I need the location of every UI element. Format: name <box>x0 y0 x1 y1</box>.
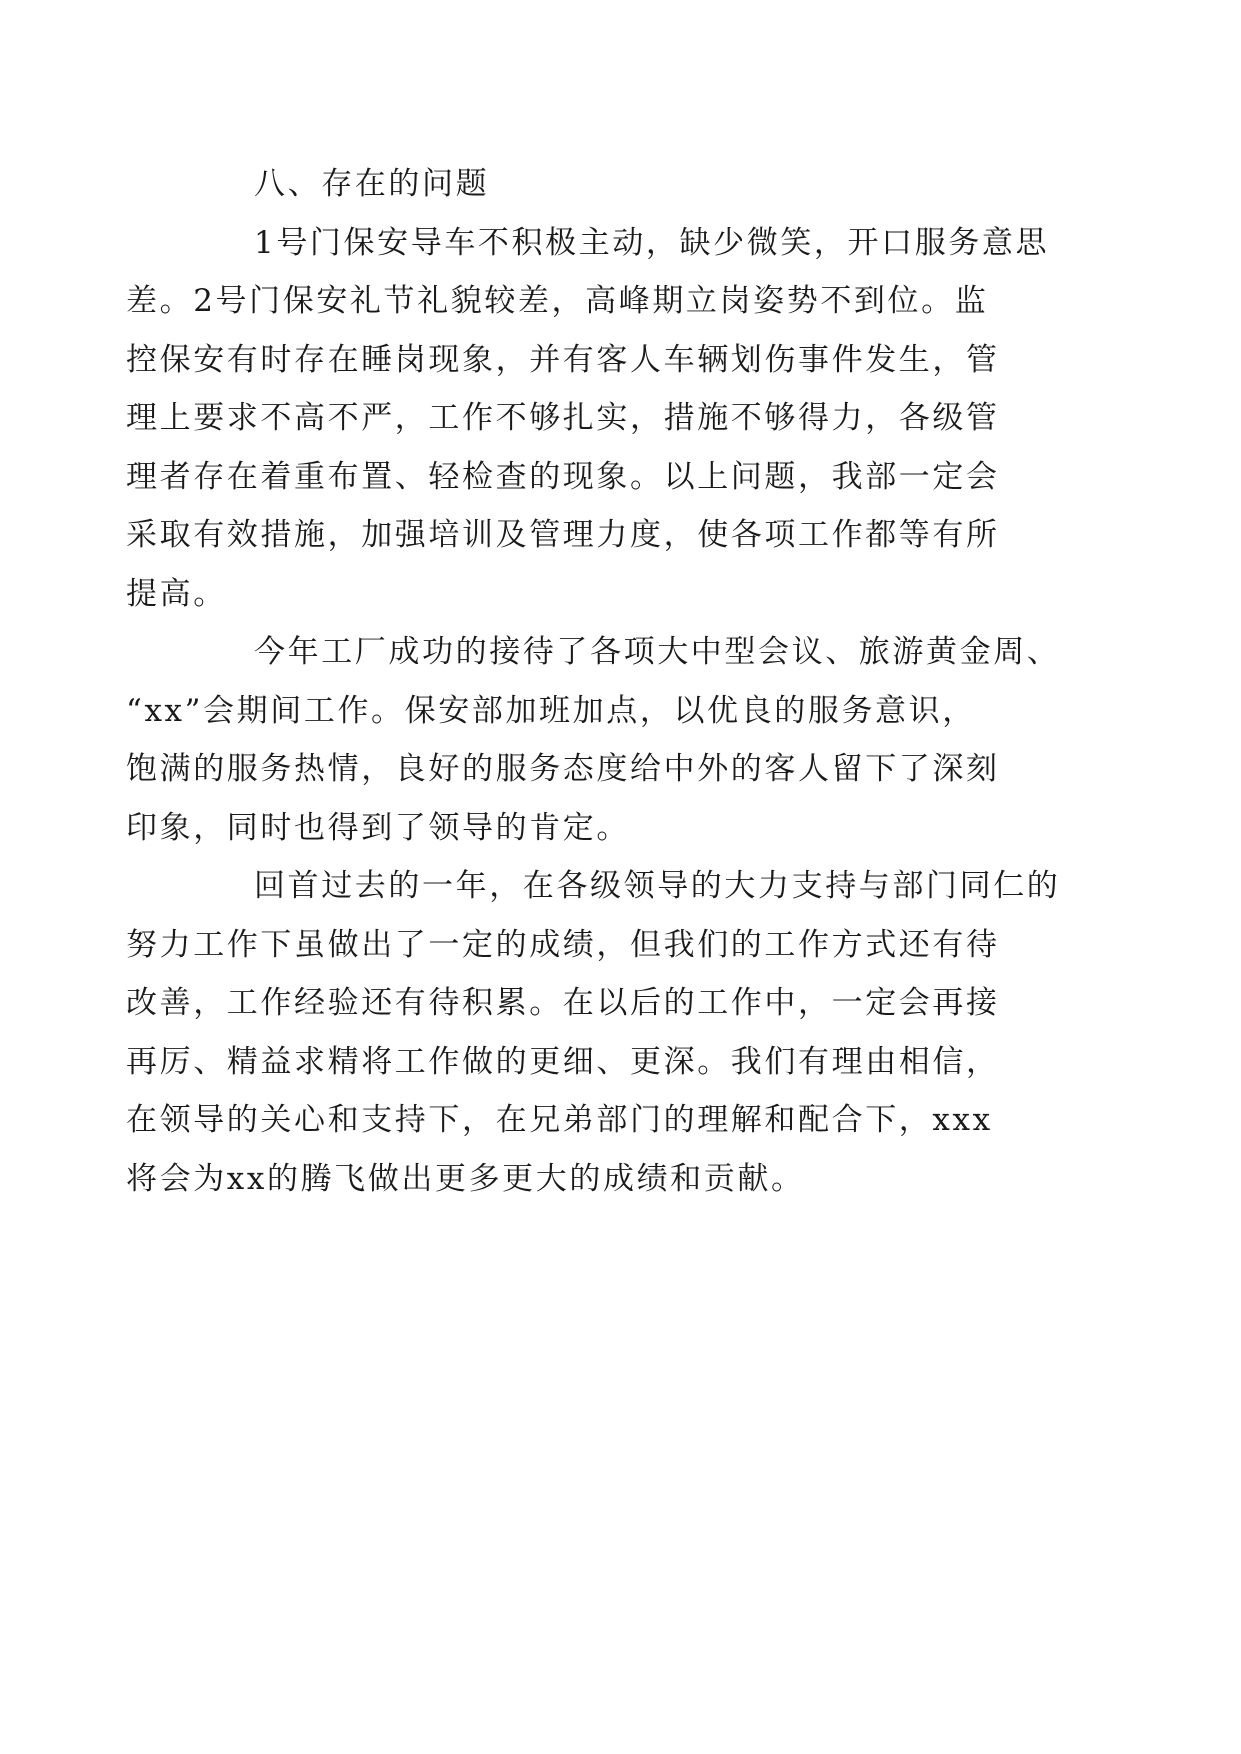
paragraph-line: “xx”会期间工作。保安部加班加点，以优良的服务意识， <box>126 692 976 729</box>
paragraph-achievements <box>126 623 1061 857</box>
paragraph-line: 控保安有时存在睡岗现象，并有客人车辆划伤事件发生，管 <box>126 341 1000 378</box>
paragraph-line: 回首过去的一年，在各级领导的大力支持与部门同仁的 <box>254 868 1061 904</box>
paragraph-review <box>126 857 1061 1208</box>
paragraph-line: 理上要求不高不严，工作不够扎实，措施不够得力，各级管 <box>126 400 1000 436</box>
paragraph-line: 饱满的服务热情，良好的服务态度给中外的客人留下了深刻 <box>126 751 1000 787</box>
paragraph-line: 改善，工作经验还有待积累。在以后的工作中，一定会再接 <box>126 985 1000 1021</box>
paragraph-line: 今年工厂成功的接待了各项大中型会议、旅游黄金周、 <box>254 634 1061 670</box>
paragraph-line: 提高。 <box>126 575 227 612</box>
paragraph-line: 1号门保安导车不积极主动，缺少微笑，开口服务意思 <box>254 224 1050 261</box>
paragraph-line: 采取有效措施，加强培训及管理力度，使各项工作都等有所 <box>126 517 1000 553</box>
paragraph-line: 印象，同时也得到了领导的肯定。 <box>126 809 630 846</box>
paragraph-line: 努力工作下虽做出了一定的成绩，但我们的工作方式还有待 <box>126 926 1000 963</box>
heading-text: 八、存在的问题 <box>254 166 490 202</box>
paragraph-problems <box>126 214 1050 624</box>
paragraph-line: 再厉、精益求精将工作做的更细、更深。我们有理由相信， <box>126 1043 1000 1080</box>
section-heading <box>190 155 1050 214</box>
paragraph-line: 差。2号门保安礼节礼貌较差，高峰期立岗姿势不到位。监 <box>126 283 989 319</box>
paragraph-line: 理者存在着重布置、轻检查的现象。以上问题，我部一定会 <box>126 458 1000 495</box>
paragraph-line: 将会为xx的腾飞做出更多更大的成绩和贡献。 <box>126 1160 805 1197</box>
document-body <box>126 155 1061 1208</box>
paragraph-line: 在领导的关心和支持下，在兄弟部门的理解和配合下，xxx <box>126 1102 993 1138</box>
